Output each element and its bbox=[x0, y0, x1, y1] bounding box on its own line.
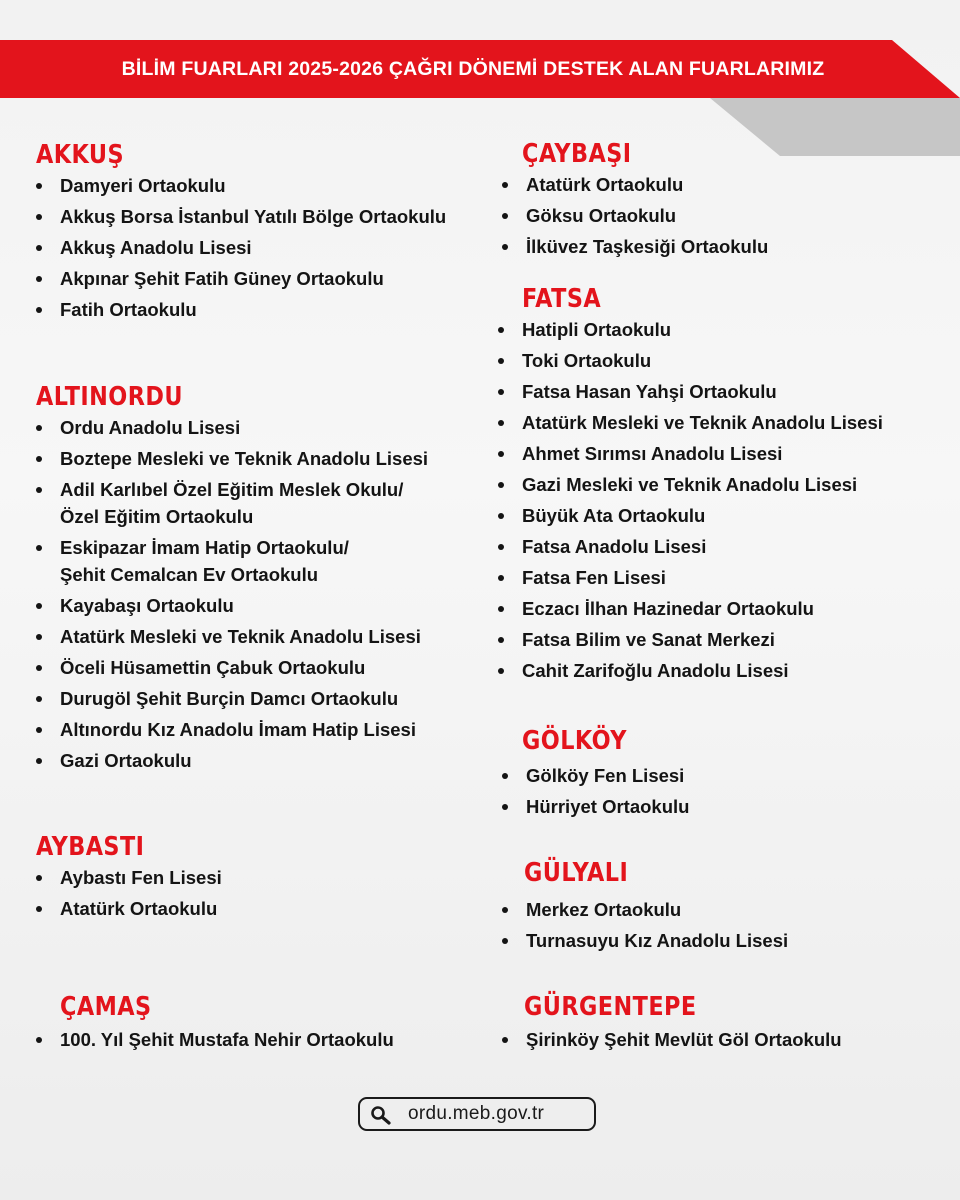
bullet-icon bbox=[36, 603, 42, 609]
school-name: Gazi Ortaokulu bbox=[60, 750, 192, 771]
school-name: Atatürk Mesleki ve Teknik Anadolu Lisesi bbox=[522, 412, 883, 433]
school-name: Turnasuyu Kız Anadolu Lisesi bbox=[526, 930, 789, 951]
bullet-icon bbox=[498, 389, 504, 395]
school-list-item bbox=[498, 595, 883, 622]
school-name: Fatih Ortaokulu bbox=[60, 299, 197, 320]
district-heading: ÇAYBAŞI bbox=[522, 139, 632, 169]
district-section-aybasti bbox=[36, 830, 222, 926]
school-name: Öceli Hüsamettin Çabuk Ortaokulu bbox=[60, 657, 366, 678]
bullet-icon bbox=[36, 665, 42, 671]
bullet-icon bbox=[498, 637, 504, 643]
school-name: Fatsa Bilim ve Sanat Merkezi bbox=[522, 629, 775, 650]
bullet-icon bbox=[36, 425, 42, 431]
school-list-item bbox=[498, 440, 883, 467]
bullet-icon bbox=[498, 358, 504, 364]
school-name: Durugöl Şehit Burçin Damcı Ortaokulu bbox=[60, 688, 399, 709]
school-list-item bbox=[498, 626, 883, 653]
school-name: 100. Yıl Şehit Mustafa Nehir Ortaokulu bbox=[60, 1029, 394, 1050]
bullet-icon bbox=[36, 307, 42, 313]
bullet-icon bbox=[498, 513, 504, 519]
school-name: Eczacı İlhan Hazinedar Ortaokulu bbox=[522, 598, 814, 619]
district-heading: FATSA bbox=[522, 284, 602, 314]
school-name: Akpınar Şehit Fatih Güney Ortaokulu bbox=[60, 268, 384, 289]
bullet-icon bbox=[36, 906, 42, 912]
school-list-item bbox=[36, 654, 428, 681]
school-name: Altınordu Kız Anadolu İmam Hatip Lisesi bbox=[60, 719, 416, 740]
school-list-item bbox=[36, 747, 428, 774]
school-name: Göksu Ortaokulu bbox=[526, 205, 677, 226]
bullet-icon bbox=[36, 214, 42, 220]
school-name: Ordu Anadolu Lisesi bbox=[60, 417, 241, 438]
school-name: Cahit Zarifoğlu Anadolu Lisesi bbox=[522, 660, 789, 681]
school-name: Damyeri Ortaokulu bbox=[60, 175, 226, 196]
school-list bbox=[498, 316, 883, 684]
bullet-icon bbox=[498, 575, 504, 581]
school-name: Ahmet Sırımsı Anadolu Lisesi bbox=[522, 443, 783, 464]
school-list bbox=[502, 762, 689, 820]
district-heading: ALTINORDU bbox=[36, 382, 183, 412]
school-list-item bbox=[36, 864, 222, 891]
school-list bbox=[36, 1026, 394, 1053]
bullet-icon bbox=[36, 245, 42, 251]
bullet-icon bbox=[502, 244, 508, 250]
school-list-item bbox=[36, 623, 428, 650]
school-list bbox=[502, 1026, 842, 1053]
website-link[interactable] bbox=[358, 1097, 596, 1131]
bullet-icon bbox=[498, 544, 504, 550]
district-section-fatsa bbox=[498, 282, 883, 688]
school-name: Toki Ortaokulu bbox=[522, 350, 652, 371]
school-name: Hürriyet Ortaokulu bbox=[526, 796, 690, 817]
school-list-item bbox=[498, 502, 883, 529]
bullet-icon bbox=[502, 773, 508, 779]
school-list-item bbox=[498, 409, 883, 436]
district-heading: AKKUŞ bbox=[36, 140, 124, 170]
school-list-item bbox=[502, 793, 689, 820]
school-list-item bbox=[498, 471, 883, 498]
district-heading: GÜRGENTEPE bbox=[524, 992, 697, 1022]
title-banner bbox=[0, 40, 960, 98]
school-list-item bbox=[36, 1026, 394, 1053]
district-section-gurgentepe bbox=[502, 990, 842, 1057]
school-name: Gölköy Fen Lisesi bbox=[526, 765, 685, 786]
school-list-item bbox=[36, 476, 428, 530]
school-list-item bbox=[498, 347, 883, 374]
school-list-item bbox=[36, 414, 428, 441]
school-list-item bbox=[36, 445, 428, 472]
district-section-golkoy bbox=[502, 724, 689, 824]
bullet-icon bbox=[36, 456, 42, 462]
school-list-item bbox=[502, 171, 768, 198]
school-name: İlküvez Taşkesiği Ortaokulu bbox=[526, 236, 769, 257]
school-name: Şehit Cemalcan Ev Ortaokulu bbox=[60, 564, 319, 585]
school-list-item bbox=[502, 202, 768, 229]
bullet-icon bbox=[498, 482, 504, 488]
school-list-item bbox=[498, 564, 883, 591]
bullet-icon bbox=[36, 727, 42, 733]
bullet-icon bbox=[36, 758, 42, 764]
bullet-icon bbox=[498, 451, 504, 457]
district-section-gulyali bbox=[502, 856, 788, 958]
school-list-item bbox=[36, 203, 446, 230]
bullet-icon bbox=[36, 183, 42, 189]
school-list bbox=[36, 864, 222, 922]
bullet-icon bbox=[36, 696, 42, 702]
search-icon bbox=[370, 1105, 392, 1125]
school-name: Eskipazar İmam Hatip Ortaokulu/ bbox=[60, 537, 349, 558]
school-name: Atatürk Mesleki ve Teknik Anadolu Lisesi bbox=[60, 626, 421, 647]
district-heading: GÖLKÖY bbox=[522, 726, 627, 756]
bullet-icon bbox=[36, 276, 42, 282]
school-name: Atatürk Ortaokulu bbox=[60, 898, 218, 919]
bullet-icon bbox=[502, 907, 508, 913]
school-list-item bbox=[502, 233, 768, 260]
district-heading: GÜLYALI bbox=[524, 858, 629, 888]
school-list bbox=[502, 896, 788, 954]
bullet-icon bbox=[502, 804, 508, 810]
school-list-item bbox=[502, 1026, 842, 1053]
school-list-item bbox=[498, 533, 883, 560]
school-list-item bbox=[502, 896, 788, 923]
district-heading: AYBASTI bbox=[36, 832, 145, 862]
school-name: Akkuş Borsa İstanbul Yatılı Bölge Ortaokulu bbox=[60, 206, 447, 227]
school-list-item bbox=[502, 762, 689, 789]
district-heading: ÇAMAŞ bbox=[60, 992, 152, 1022]
school-name: Aybastı Fen Lisesi bbox=[60, 867, 222, 888]
school-name: Fatsa Anadolu Lisesi bbox=[522, 536, 707, 557]
school-list-item bbox=[36, 895, 222, 922]
bullet-icon bbox=[36, 1037, 42, 1043]
school-name: Şirinköy Şehit Mevlüt Göl Ortaokulu bbox=[526, 1029, 842, 1050]
school-name: Akkuş Anadolu Lisesi bbox=[60, 237, 252, 258]
district-section-altinordu bbox=[36, 380, 428, 778]
bullet-icon bbox=[502, 1037, 508, 1043]
school-list bbox=[36, 172, 446, 323]
school-list-item bbox=[36, 534, 428, 588]
bullet-icon bbox=[36, 487, 42, 493]
school-list-item bbox=[36, 296, 446, 323]
school-name: Adil Karlıbel Özel Eğitim Meslek Okulu/ bbox=[60, 479, 404, 500]
bullet-icon bbox=[498, 327, 504, 333]
bullet-icon bbox=[502, 938, 508, 944]
school-list-item bbox=[498, 657, 883, 684]
school-list-item bbox=[36, 592, 428, 619]
district-section-camas bbox=[36, 990, 394, 1057]
school-list-item bbox=[36, 172, 446, 199]
bullet-icon bbox=[498, 606, 504, 612]
school-list-item bbox=[36, 685, 428, 712]
school-name: Kayabaşı Ortaokulu bbox=[60, 595, 234, 616]
school-list-item bbox=[36, 716, 428, 743]
bullet-icon bbox=[36, 875, 42, 881]
school-list bbox=[502, 171, 768, 260]
school-list-item bbox=[36, 234, 446, 261]
school-name: Atatürk Ortaokulu bbox=[526, 174, 684, 195]
school-list-item bbox=[36, 265, 446, 292]
banner-title: BİLİM FUARLARI 2025-2026 ÇAĞRI DÖNEMİ DESTEK ALAN FUARLARIMIZ bbox=[121, 58, 825, 80]
school-name: Gazi Mesleki ve Teknik Anadolu Lisesi bbox=[522, 474, 858, 495]
school-name: Boztepe Mesleki ve Teknik Anadolu Lisesi bbox=[60, 448, 429, 469]
bullet-icon bbox=[36, 545, 42, 551]
bullet-icon bbox=[36, 634, 42, 640]
bullet-icon bbox=[498, 420, 504, 426]
bullet-icon bbox=[498, 668, 504, 674]
school-name: Merkez Ortaokulu bbox=[526, 899, 682, 920]
bullet-icon bbox=[502, 213, 508, 219]
school-name: Fatsa Hasan Yahşi Ortaokulu bbox=[522, 381, 777, 402]
school-name: Özel Eğitim Ortaokulu bbox=[60, 506, 254, 527]
school-list-item bbox=[498, 378, 883, 405]
school-list bbox=[36, 414, 428, 774]
school-name: Hatipli Ortaokulu bbox=[522, 319, 672, 340]
school-list-item bbox=[502, 927, 788, 954]
district-section-caybasi bbox=[502, 137, 768, 264]
school-list-item bbox=[498, 316, 883, 343]
website-url: ordu.meb.gov.tr bbox=[408, 1103, 545, 1124]
district-section-akkus bbox=[36, 138, 446, 327]
school-name: Büyük Ata Ortaokulu bbox=[522, 505, 706, 526]
bullet-icon bbox=[502, 182, 508, 188]
school-name: Fatsa Fen Lisesi bbox=[522, 567, 666, 588]
